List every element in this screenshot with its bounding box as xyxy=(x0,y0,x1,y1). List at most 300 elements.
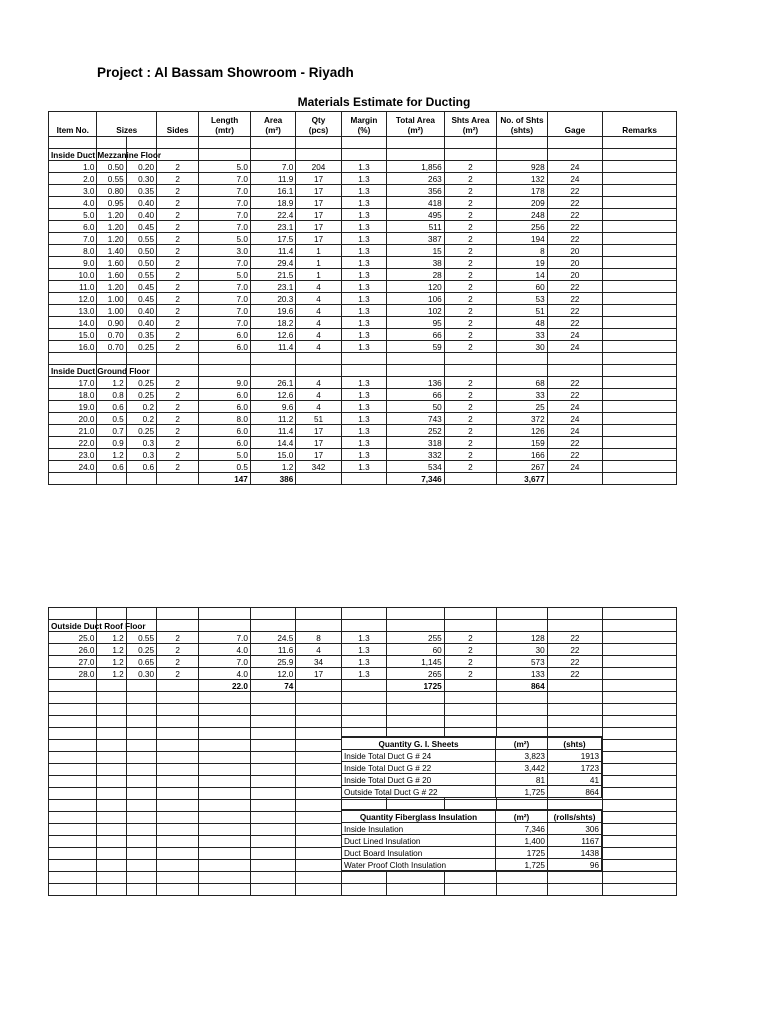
table-cell: 128 xyxy=(497,632,547,644)
table-cell: 1.3 xyxy=(341,632,386,644)
table-cell: 1.20 xyxy=(97,209,126,221)
empty-cell xyxy=(250,692,295,704)
table-cell: 7.0 xyxy=(199,281,250,293)
table-cell: 2 xyxy=(444,209,497,221)
empty-cell xyxy=(603,620,677,632)
table-cell: 24 xyxy=(547,161,603,173)
empty-cell xyxy=(603,473,677,485)
insulation-summary-label: Duct Board Insulation xyxy=(342,847,496,859)
empty-cell xyxy=(157,836,199,848)
table-cell: 2 xyxy=(157,317,199,329)
table-cell: 0.25 xyxy=(126,377,156,389)
table-cell: 1.2 xyxy=(97,449,126,461)
table-cell: 0.45 xyxy=(126,293,156,305)
remarks-cell xyxy=(603,185,677,197)
table-cell: 17 xyxy=(296,449,341,461)
table-cell: 2 xyxy=(444,668,497,680)
empty-cell xyxy=(603,365,677,377)
table-row xyxy=(49,233,677,245)
table-cell: 1.3 xyxy=(341,245,386,257)
table-cell: 22 xyxy=(547,317,603,329)
table-cell: 51 xyxy=(296,413,341,425)
table-cell: 159 xyxy=(497,437,547,449)
table-row xyxy=(49,269,677,281)
table-cell: 33 xyxy=(497,329,547,341)
table-cell: 4 xyxy=(296,293,341,305)
table-cell: 1.00 xyxy=(97,305,126,317)
blank-row xyxy=(49,137,677,149)
table-row xyxy=(49,221,677,233)
table-cell: 4 xyxy=(296,281,341,293)
remarks-cell xyxy=(603,269,677,281)
empty-cell xyxy=(341,884,386,896)
gi-summary-row xyxy=(342,750,602,762)
empty-cell xyxy=(603,872,677,884)
table-cell: 0.8 xyxy=(97,389,126,401)
insulation-summary-area: 7,346 xyxy=(496,823,548,835)
table-cell: 1.2 xyxy=(97,668,126,680)
table-cell: 126 xyxy=(497,425,547,437)
remarks-cell xyxy=(603,293,677,305)
remarks-cell xyxy=(603,281,677,293)
empty-cell xyxy=(157,776,199,788)
table-cell: 1.3 xyxy=(341,389,386,401)
empty-cell xyxy=(97,740,126,752)
table-row xyxy=(49,197,677,209)
table-cell: 8 xyxy=(497,245,547,257)
header-remarks: Remarks xyxy=(603,112,677,137)
empty-cell xyxy=(126,716,156,728)
table-cell: 22 xyxy=(547,644,603,656)
empty-cell xyxy=(250,824,295,836)
table-cell: 22 xyxy=(547,185,603,197)
table-row xyxy=(49,437,677,449)
empty-cell xyxy=(296,776,341,788)
table-cell: 1.40 xyxy=(97,245,126,257)
table-cell: 2 xyxy=(157,257,199,269)
empty-cell xyxy=(97,137,126,149)
table-cell: 2 xyxy=(444,656,497,668)
table-cell: 928 xyxy=(497,161,547,173)
empty-cell xyxy=(199,860,250,872)
empty-cell xyxy=(296,608,341,620)
empty-cell xyxy=(49,137,97,149)
remarks-cell xyxy=(603,449,677,461)
table-cell: 1 xyxy=(296,257,341,269)
empty-cell xyxy=(444,704,497,716)
empty-cell xyxy=(250,740,295,752)
empty-cell xyxy=(199,764,250,776)
empty-cell xyxy=(49,740,97,752)
empty-cell xyxy=(97,473,126,485)
total-total-area: 1725 xyxy=(387,680,445,692)
table-row xyxy=(49,209,677,221)
empty-cell xyxy=(157,608,199,620)
header-area: Area (m²) xyxy=(250,112,295,137)
empty-cell xyxy=(387,353,445,365)
empty-cell xyxy=(97,860,126,872)
table-cell: 5.0 xyxy=(199,449,250,461)
table-cell: 4 xyxy=(296,329,341,341)
total-no-shts: 3,677 xyxy=(497,473,547,485)
empty-cell xyxy=(97,836,126,848)
empty-cell xyxy=(199,872,250,884)
table-cell: 4.0 xyxy=(49,197,97,209)
empty-cell xyxy=(250,137,295,149)
empty-cell xyxy=(444,620,497,632)
table-cell: 7.0 xyxy=(199,317,250,329)
remarks-cell xyxy=(603,209,677,221)
insulation-summary-area: 1,725 xyxy=(496,859,548,871)
table-cell: 132 xyxy=(497,173,547,185)
table-cell: 1.3 xyxy=(341,461,386,473)
section-title-row xyxy=(49,365,677,377)
empty-cell xyxy=(49,848,97,860)
table-cell: 8.0 xyxy=(199,413,250,425)
table-row xyxy=(49,317,677,329)
empty-cell xyxy=(157,704,199,716)
empty-cell xyxy=(387,704,445,716)
table-cell: 0.40 xyxy=(126,317,156,329)
gi-summary-qty: 1913 xyxy=(548,750,602,762)
table-cell: 12.0 xyxy=(49,293,97,305)
table-cell: 1.3 xyxy=(341,449,386,461)
table-cell: 17.0 xyxy=(49,377,97,389)
empty-cell xyxy=(341,716,386,728)
empty-cell xyxy=(49,752,97,764)
table-cell: 1.3 xyxy=(341,185,386,197)
empty-cell xyxy=(126,752,156,764)
empty-cell xyxy=(199,776,250,788)
empty-cell xyxy=(387,365,445,377)
empty-cell xyxy=(157,860,199,872)
table-cell: 1.3 xyxy=(341,233,386,245)
table-cell: 2 xyxy=(157,185,199,197)
empty-cell xyxy=(157,884,199,896)
table-cell: 24 xyxy=(547,329,603,341)
table-cell: 2 xyxy=(157,401,199,413)
blank-row xyxy=(49,884,677,896)
table-cell: 1,145 xyxy=(387,656,445,668)
gi-summary-qty: 1723 xyxy=(548,762,602,774)
empty-cell xyxy=(444,692,497,704)
remarks-cell xyxy=(603,317,677,329)
table-cell: 1.3 xyxy=(341,197,386,209)
table-cell: 1.3 xyxy=(341,317,386,329)
empty-cell xyxy=(126,728,156,740)
empty-cell xyxy=(97,848,126,860)
totals-row xyxy=(49,473,677,485)
empty-cell xyxy=(157,680,199,692)
empty-cell xyxy=(296,149,341,161)
table-cell: 0.70 xyxy=(97,341,126,353)
table-cell: 0.50 xyxy=(97,161,126,173)
remarks-cell xyxy=(603,632,677,644)
table-cell: 20 xyxy=(547,257,603,269)
table-cell: 2 xyxy=(157,269,199,281)
table-cell: 10.0 xyxy=(49,269,97,281)
empty-cell xyxy=(199,752,250,764)
empty-cell xyxy=(126,740,156,752)
empty-cell xyxy=(341,692,386,704)
gi-summary-area: 3,823 xyxy=(496,750,548,762)
empty-cell xyxy=(250,716,295,728)
table-cell: 1.3 xyxy=(341,425,386,437)
empty-cell xyxy=(126,812,156,824)
table-cell: 0.40 xyxy=(126,209,156,221)
empty-cell xyxy=(199,137,250,149)
table-cell: 1.3 xyxy=(341,221,386,233)
table-cell: 0.55 xyxy=(126,269,156,281)
table-cell: 387 xyxy=(387,233,445,245)
table-cell: 7.0 xyxy=(199,293,250,305)
empty-cell xyxy=(126,860,156,872)
table-cell: 14.0 xyxy=(49,317,97,329)
empty-cell xyxy=(296,788,341,800)
table-cell: 2 xyxy=(444,317,497,329)
table-cell: 24.0 xyxy=(49,461,97,473)
table-cell: 6.0 xyxy=(199,341,250,353)
table-cell: 17 xyxy=(296,668,341,680)
table-cell: 18.9 xyxy=(250,197,295,209)
insulation-summary-row xyxy=(342,823,602,835)
empty-cell xyxy=(547,692,603,704)
table-cell: 12.6 xyxy=(250,389,295,401)
table-row xyxy=(49,632,677,644)
table-cell: 2 xyxy=(444,377,497,389)
empty-cell xyxy=(387,149,445,161)
empty-cell xyxy=(199,620,250,632)
table-cell: 2 xyxy=(157,632,199,644)
table-cell: 4 xyxy=(296,341,341,353)
table-cell: 0.25 xyxy=(126,644,156,656)
table-cell: 38 xyxy=(387,257,445,269)
empty-cell xyxy=(497,884,547,896)
section-title: Outside Duct Roof Floor xyxy=(49,620,97,632)
table-cell: 2 xyxy=(444,425,497,437)
table-cell: 2 xyxy=(157,425,199,437)
table-cell: 21.0 xyxy=(49,425,97,437)
header-row xyxy=(49,112,677,137)
empty-cell xyxy=(250,884,295,896)
table-cell: 28.0 xyxy=(49,668,97,680)
empty-cell xyxy=(49,824,97,836)
table-cell: 5.0 xyxy=(199,233,250,245)
table-cell: 1.2 xyxy=(97,656,126,668)
empty-cell xyxy=(126,848,156,860)
empty-cell xyxy=(387,692,445,704)
table-row xyxy=(49,281,677,293)
empty-cell xyxy=(603,704,677,716)
empty-cell xyxy=(97,752,126,764)
empty-cell xyxy=(49,872,97,884)
empty-cell xyxy=(444,608,497,620)
gi-summary-row xyxy=(342,762,602,774)
table-cell: 1 xyxy=(296,269,341,281)
table-cell: 6.0 xyxy=(199,437,250,449)
empty-cell xyxy=(49,776,97,788)
empty-cell xyxy=(157,800,199,812)
table-cell: 1.3 xyxy=(341,209,386,221)
table-cell: 23.1 xyxy=(250,221,295,233)
empty-cell xyxy=(547,149,603,161)
empty-cell xyxy=(497,620,547,632)
empty-cell xyxy=(547,704,603,716)
table-cell: 1.3 xyxy=(341,257,386,269)
gi-summary-qty: 864 xyxy=(548,786,602,798)
table-cell: 252 xyxy=(387,425,445,437)
table-cell: 0.35 xyxy=(126,185,156,197)
empty-cell xyxy=(497,353,547,365)
empty-cell xyxy=(97,704,126,716)
table-cell: 2 xyxy=(444,632,497,644)
table-cell: 22 xyxy=(547,233,603,245)
table-cell: 22 xyxy=(547,305,603,317)
table-cell: 0.25 xyxy=(126,389,156,401)
table-cell: 265 xyxy=(387,668,445,680)
empty-cell xyxy=(387,872,445,884)
table-cell: 20.3 xyxy=(250,293,295,305)
table-cell: 2 xyxy=(444,257,497,269)
table-cell: 1.3 xyxy=(341,329,386,341)
table-cell: 17 xyxy=(296,197,341,209)
table-cell: 50 xyxy=(387,401,445,413)
header-shts-area: Shts Area (m²) xyxy=(444,112,497,137)
table-cell: 5.0 xyxy=(49,209,97,221)
table-cell: 0.45 xyxy=(126,221,156,233)
table-cell: 1.3 xyxy=(341,173,386,185)
table-cell: 17 xyxy=(296,221,341,233)
table-cell: 2 xyxy=(444,329,497,341)
table-cell: 511 xyxy=(387,221,445,233)
empty-cell xyxy=(603,860,677,872)
empty-cell xyxy=(603,149,677,161)
header-gage: Gage xyxy=(547,112,603,137)
empty-cell xyxy=(126,872,156,884)
empty-cell xyxy=(444,680,497,692)
empty-cell xyxy=(497,365,547,377)
table-cell: 1.2 xyxy=(250,461,295,473)
empty-cell xyxy=(199,692,250,704)
empty-cell xyxy=(296,872,341,884)
empty-cell xyxy=(97,872,126,884)
table-cell: 2 xyxy=(157,389,199,401)
table-cell: 1 xyxy=(296,245,341,257)
table-cell: 4 xyxy=(296,389,341,401)
table-cell: 3.0 xyxy=(49,185,97,197)
remarks-cell xyxy=(603,461,677,473)
header-length: Length (mtr) xyxy=(199,112,250,137)
table-cell: 0.40 xyxy=(126,305,156,317)
empty-cell xyxy=(126,680,156,692)
empty-cell xyxy=(157,848,199,860)
empty-cell xyxy=(296,848,341,860)
empty-cell xyxy=(126,692,156,704)
empty-cell xyxy=(444,365,497,377)
table-cell: 1.0 xyxy=(49,161,97,173)
table-cell: 22 xyxy=(547,449,603,461)
table-cell: 95 xyxy=(387,317,445,329)
insulation-summary-area: 1,400 xyxy=(496,835,548,847)
gi-summary-row xyxy=(342,786,602,798)
table-cell: 1.3 xyxy=(341,305,386,317)
empty-cell xyxy=(97,812,126,824)
table-cell: 0.6 xyxy=(97,461,126,473)
table-cell: 19 xyxy=(497,257,547,269)
blank-row xyxy=(49,608,677,620)
empty-cell xyxy=(444,149,497,161)
table-row xyxy=(49,245,677,257)
table-cell: 11.4 xyxy=(250,245,295,257)
empty-cell xyxy=(341,608,386,620)
empty-cell xyxy=(97,788,126,800)
table-cell: 0.5 xyxy=(97,413,126,425)
table-cell: 24 xyxy=(547,425,603,437)
insulation-summary-row xyxy=(342,859,602,871)
table-cell: 178 xyxy=(497,185,547,197)
table-cell: 0.95 xyxy=(97,197,126,209)
table-cell: 60 xyxy=(387,644,445,656)
empty-cell xyxy=(250,848,295,860)
empty-cell xyxy=(547,365,603,377)
table-cell: 17.5 xyxy=(250,233,295,245)
table-row xyxy=(49,668,677,680)
table-cell: 2 xyxy=(444,269,497,281)
table-cell: 25 xyxy=(497,401,547,413)
blank-row xyxy=(49,872,677,884)
empty-cell xyxy=(49,608,97,620)
table-cell: 4.0 xyxy=(199,668,250,680)
empty-cell xyxy=(199,740,250,752)
table-cell: 2 xyxy=(157,197,199,209)
table-cell: 15.0 xyxy=(49,329,97,341)
empty-cell xyxy=(444,137,497,149)
empty-cell xyxy=(341,353,386,365)
table-cell: 19.6 xyxy=(250,305,295,317)
insulation-summary-label: Inside Insulation xyxy=(342,823,496,835)
empty-cell xyxy=(296,137,341,149)
table-cell: 6.0 xyxy=(199,389,250,401)
empty-cell xyxy=(250,836,295,848)
insulation-summary-qty: 1167 xyxy=(548,835,602,847)
header-qty: Qty (pcs) xyxy=(296,112,341,137)
table-cell: 2 xyxy=(444,185,497,197)
table-cell: 1.3 xyxy=(341,377,386,389)
empty-cell xyxy=(157,788,199,800)
table-cell: 2 xyxy=(157,281,199,293)
table-cell: 24 xyxy=(547,401,603,413)
empty-cell xyxy=(296,716,341,728)
table-cell: 743 xyxy=(387,413,445,425)
remarks-cell xyxy=(603,257,677,269)
table-cell: 2 xyxy=(157,221,199,233)
table-cell: 6.0 xyxy=(199,401,250,413)
table-cell: 22 xyxy=(547,221,603,233)
header-sizes: Sizes xyxy=(97,112,157,137)
empty-cell xyxy=(444,353,497,365)
empty-cell xyxy=(157,824,199,836)
gi-summary-label: Inside Total Duct G # 20 xyxy=(342,774,496,786)
remarks-cell xyxy=(603,425,677,437)
empty-cell xyxy=(157,473,199,485)
gi-summary-unit-qty: (shts) xyxy=(548,737,602,750)
empty-cell xyxy=(296,740,341,752)
gi-summary-table xyxy=(341,736,602,798)
empty-cell xyxy=(296,728,341,740)
table-cell: 1.2 xyxy=(97,377,126,389)
table-cell: 0.25 xyxy=(126,341,156,353)
table-cell: 1.20 xyxy=(97,281,126,293)
